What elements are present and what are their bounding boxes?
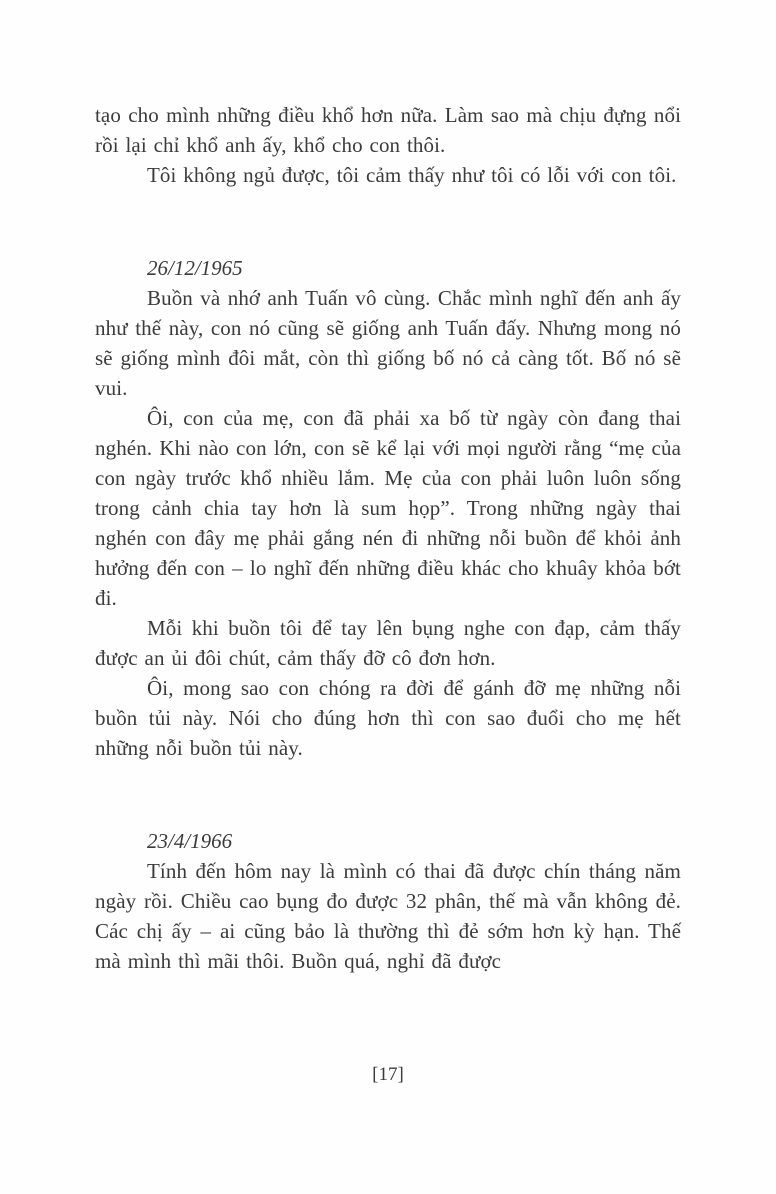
page-text-block bbox=[95, 100, 681, 976]
page-number: [17] bbox=[372, 1064, 404, 1085]
body-text-paragraph: Ôi, con của mẹ, con đã phải xa bố từ ngày còn đang thai nghén. Khi nào con lớn, con sẽ kể lại với mọi người rằng “mẹ của con ngày trước khổ nhiều lắm. Mẹ của con phải luôn luôn sống trong cảnh chia tay hơn là sum họp”. Trong những ngày thai nghén con đây mẹ phải gắng nén đi những nỗi buồn để khỏi ảnh hưởng đến con – lo nghĩ đến những điều khác cho khuây khỏa bớt đi. bbox=[95, 406, 681, 610]
body-text-paragraph: Tính đến hôm nay là mình có thai đã được chín tháng năm ngày rồi. Chiều cao bụng đo được 32 phân, thế mà vẫn không đẻ. Các chị ấy – ai cũng bảo là thường thì đẻ sớm hơn kỳ hạn. Thế mà mình thì mãi thôi. Buồn quá, nghỉ đã được bbox=[95, 859, 681, 973]
diary-entry-date: 26/12/1965 bbox=[147, 256, 243, 280]
body-text-paragraph: Ôi, mong sao con chóng ra đời để gánh đỡ mẹ những nỗi buồn tủi này. Nói cho đúng hơn thì con sao đuổi cho mẹ hết những nỗi buồn tủi này. bbox=[95, 676, 681, 760]
body-text-paragraph: Buồn và nhớ anh Tuấn vô cùng. Chắc mình nghĩ đến anh ấy như thế này, con nó cũng sẽ giống anh Tuấn đấy. Nhưng mong nó sẽ giống mình đôi mắt, còn thì giống bố nó cả càng tốt. Bố nó sẽ vui. bbox=[95, 286, 681, 400]
diary-entry-date: 23/4/1966 bbox=[147, 829, 233, 853]
body-text-paragraph: Mỗi khi buồn tôi để tay lên bụng nghe con đạp, cảm thấy được an ủi đôi chút, cảm thấy đỡ cô đơn hơn. bbox=[95, 616, 681, 670]
body-text-paragraph: tạo cho mình những điều khổ hơn nữa. Làm sao mà chịu đựng nổi rồi lại chỉ khổ anh ấy, khổ cho con thôi. bbox=[95, 103, 681, 157]
body-text-paragraph: Tôi không ngủ được, tôi cảm thấy như tôi có lỗi với con tôi. bbox=[147, 163, 677, 187]
